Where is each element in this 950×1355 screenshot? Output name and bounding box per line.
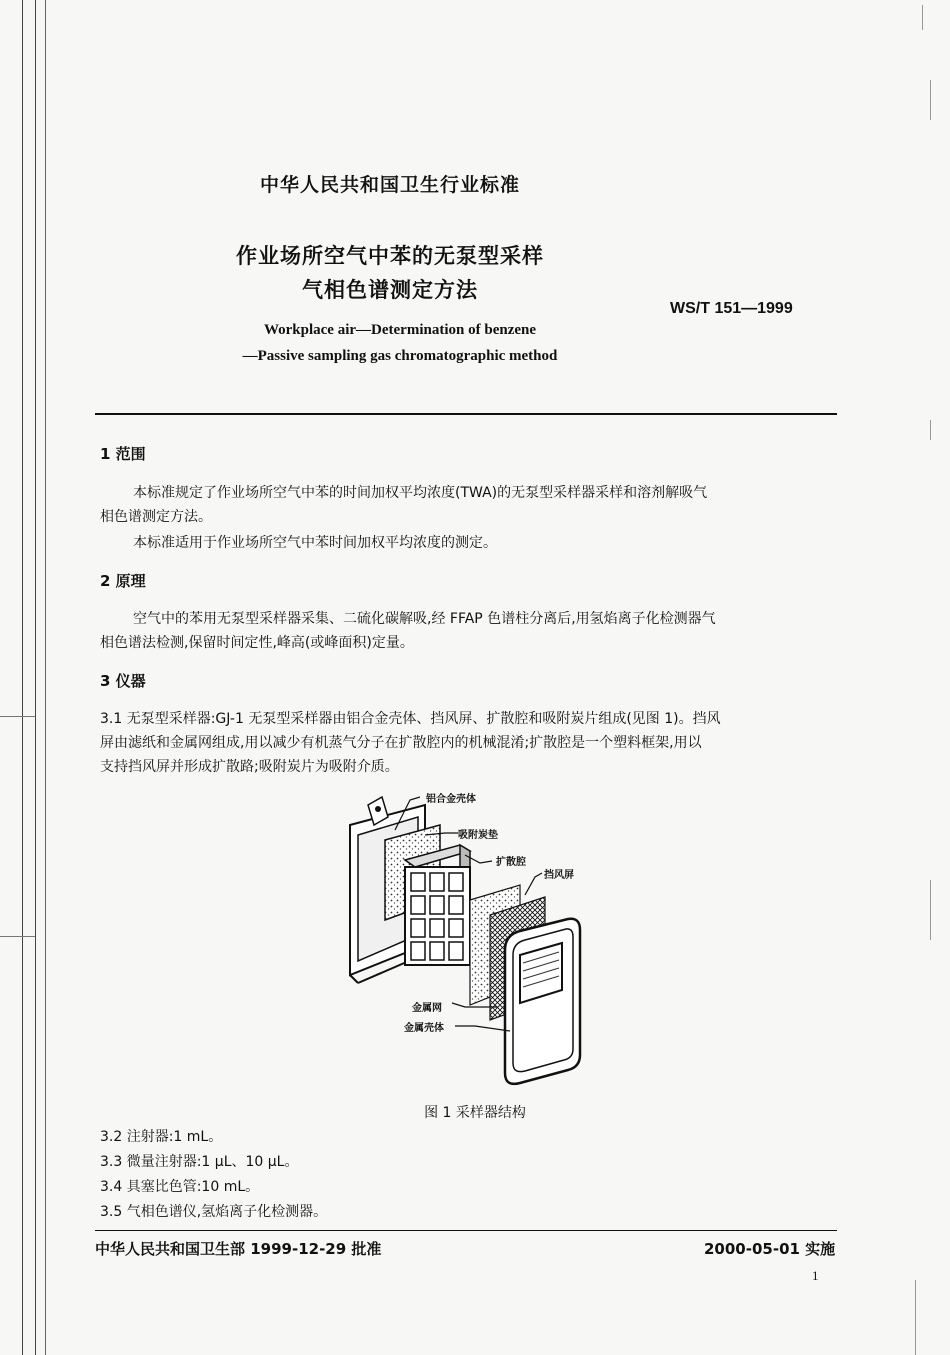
- title-chinese-line1: 作业场所空气中苯的无泵型采样: [236, 244, 544, 268]
- scan-border-line: [35, 0, 36, 1355]
- clause-3-1: 3.1 无泵型采样器:GJ-1 无泵型采样器由铝合金壳体、挡风屏、扩散腔和吸附炭片组成(见图 1)。挡风: [100, 711, 721, 727]
- scan-mark: [930, 420, 931, 440]
- section-1-paragraph-2: 本标准适用于作业场所空气中苯时间加权平均浓度的测定。: [133, 535, 497, 551]
- standard-organization: 中华人民共和国卫生行业标准: [259, 174, 520, 196]
- approval-line: 中华人民共和国卫生部 1999-12-29 批准: [95, 1240, 382, 1258]
- implementation-date: 2000-05-01 实施: [704, 1240, 836, 1258]
- header-rule: [95, 413, 837, 415]
- clause-3-5: 3.5 气相色谱仪,氢焰离子化检测器。: [100, 1204, 328, 1220]
- section-1-paragraph-1: 本标准规定了作业场所空气中苯的时间加权平均浓度(TWA)的无泵型采样器采样和溶剂解吸气: [133, 485, 708, 501]
- scan-border-line: [22, 0, 23, 1355]
- scan-mark: [930, 880, 931, 940]
- clause-3-3: 3.3 微量注射器:1 μL、10 μL。: [100, 1154, 299, 1170]
- figure-label-aluminum-shell: 铝合金壳体: [426, 794, 476, 805]
- section-3-heading: 3 仪器: [100, 672, 146, 690]
- scan-mark: [0, 716, 35, 717]
- clause-3-4: 3.4 具塞比色管:10 mL。: [100, 1179, 260, 1195]
- section-1-paragraph-1-cont: 相色谱测定方法。: [100, 509, 212, 525]
- scan-mark: [930, 80, 931, 120]
- figure-label-carbon-pad: 吸附炭垫: [458, 830, 498, 841]
- figure-label-metal-mesh: 金属网: [412, 1003, 442, 1014]
- section-2-paragraph: 空气中的苯用无泵型采样器采集、二硫化碳解吸,经 FFAP 色谱柱分离后,用氢焰离子化检测器气: [133, 611, 716, 627]
- figure-caption: 图 1 采样器结构: [424, 1105, 526, 1121]
- metal-shell-part: [505, 919, 580, 1084]
- sampler-structure-figure: [330, 785, 650, 1105]
- figure-label-metal-shell: 金属壳体: [404, 1023, 444, 1034]
- page-number: 1: [812, 1268, 819, 1283]
- scan-mark: [922, 5, 923, 30]
- figure-label-diffusion-chamber: 扩散腔: [496, 857, 526, 868]
- title-english-line1: Workplace air—Determination of benzene: [263, 322, 537, 338]
- figure-label-windscreen: 挡风屏: [544, 870, 574, 881]
- scan-mark: [915, 1280, 916, 1355]
- scan-mark: [0, 936, 35, 937]
- section-2-heading: 2 原理: [100, 572, 146, 590]
- clause-3-2: 3.2 注射器:1 mL。: [100, 1129, 223, 1145]
- footer-rule: [95, 1230, 837, 1231]
- standard-code: WS/T 151—1999: [670, 300, 793, 317]
- clause-3-1-cont2: 支持挡风屏并形成扩散路;吸附炭片为吸附介质。: [100, 759, 399, 775]
- clause-3-1-cont: 屏由滤纸和金属网组成,用以减少有机蒸气分子在扩散腔内的机械混淆;扩散腔是一个塑料框架,用以: [100, 735, 702, 751]
- section-2-paragraph-cont: 相色谱法检测,保留时间定性,峰高(或峰面积)定量。: [100, 635, 414, 651]
- title-chinese-line2: 气相色谱测定方法: [302, 278, 478, 302]
- scan-border-line: [45, 0, 46, 1355]
- title-english-line2: —Passive sampling gas chromatographic method: [242, 348, 558, 364]
- section-1-heading: 1 范围: [100, 445, 146, 463]
